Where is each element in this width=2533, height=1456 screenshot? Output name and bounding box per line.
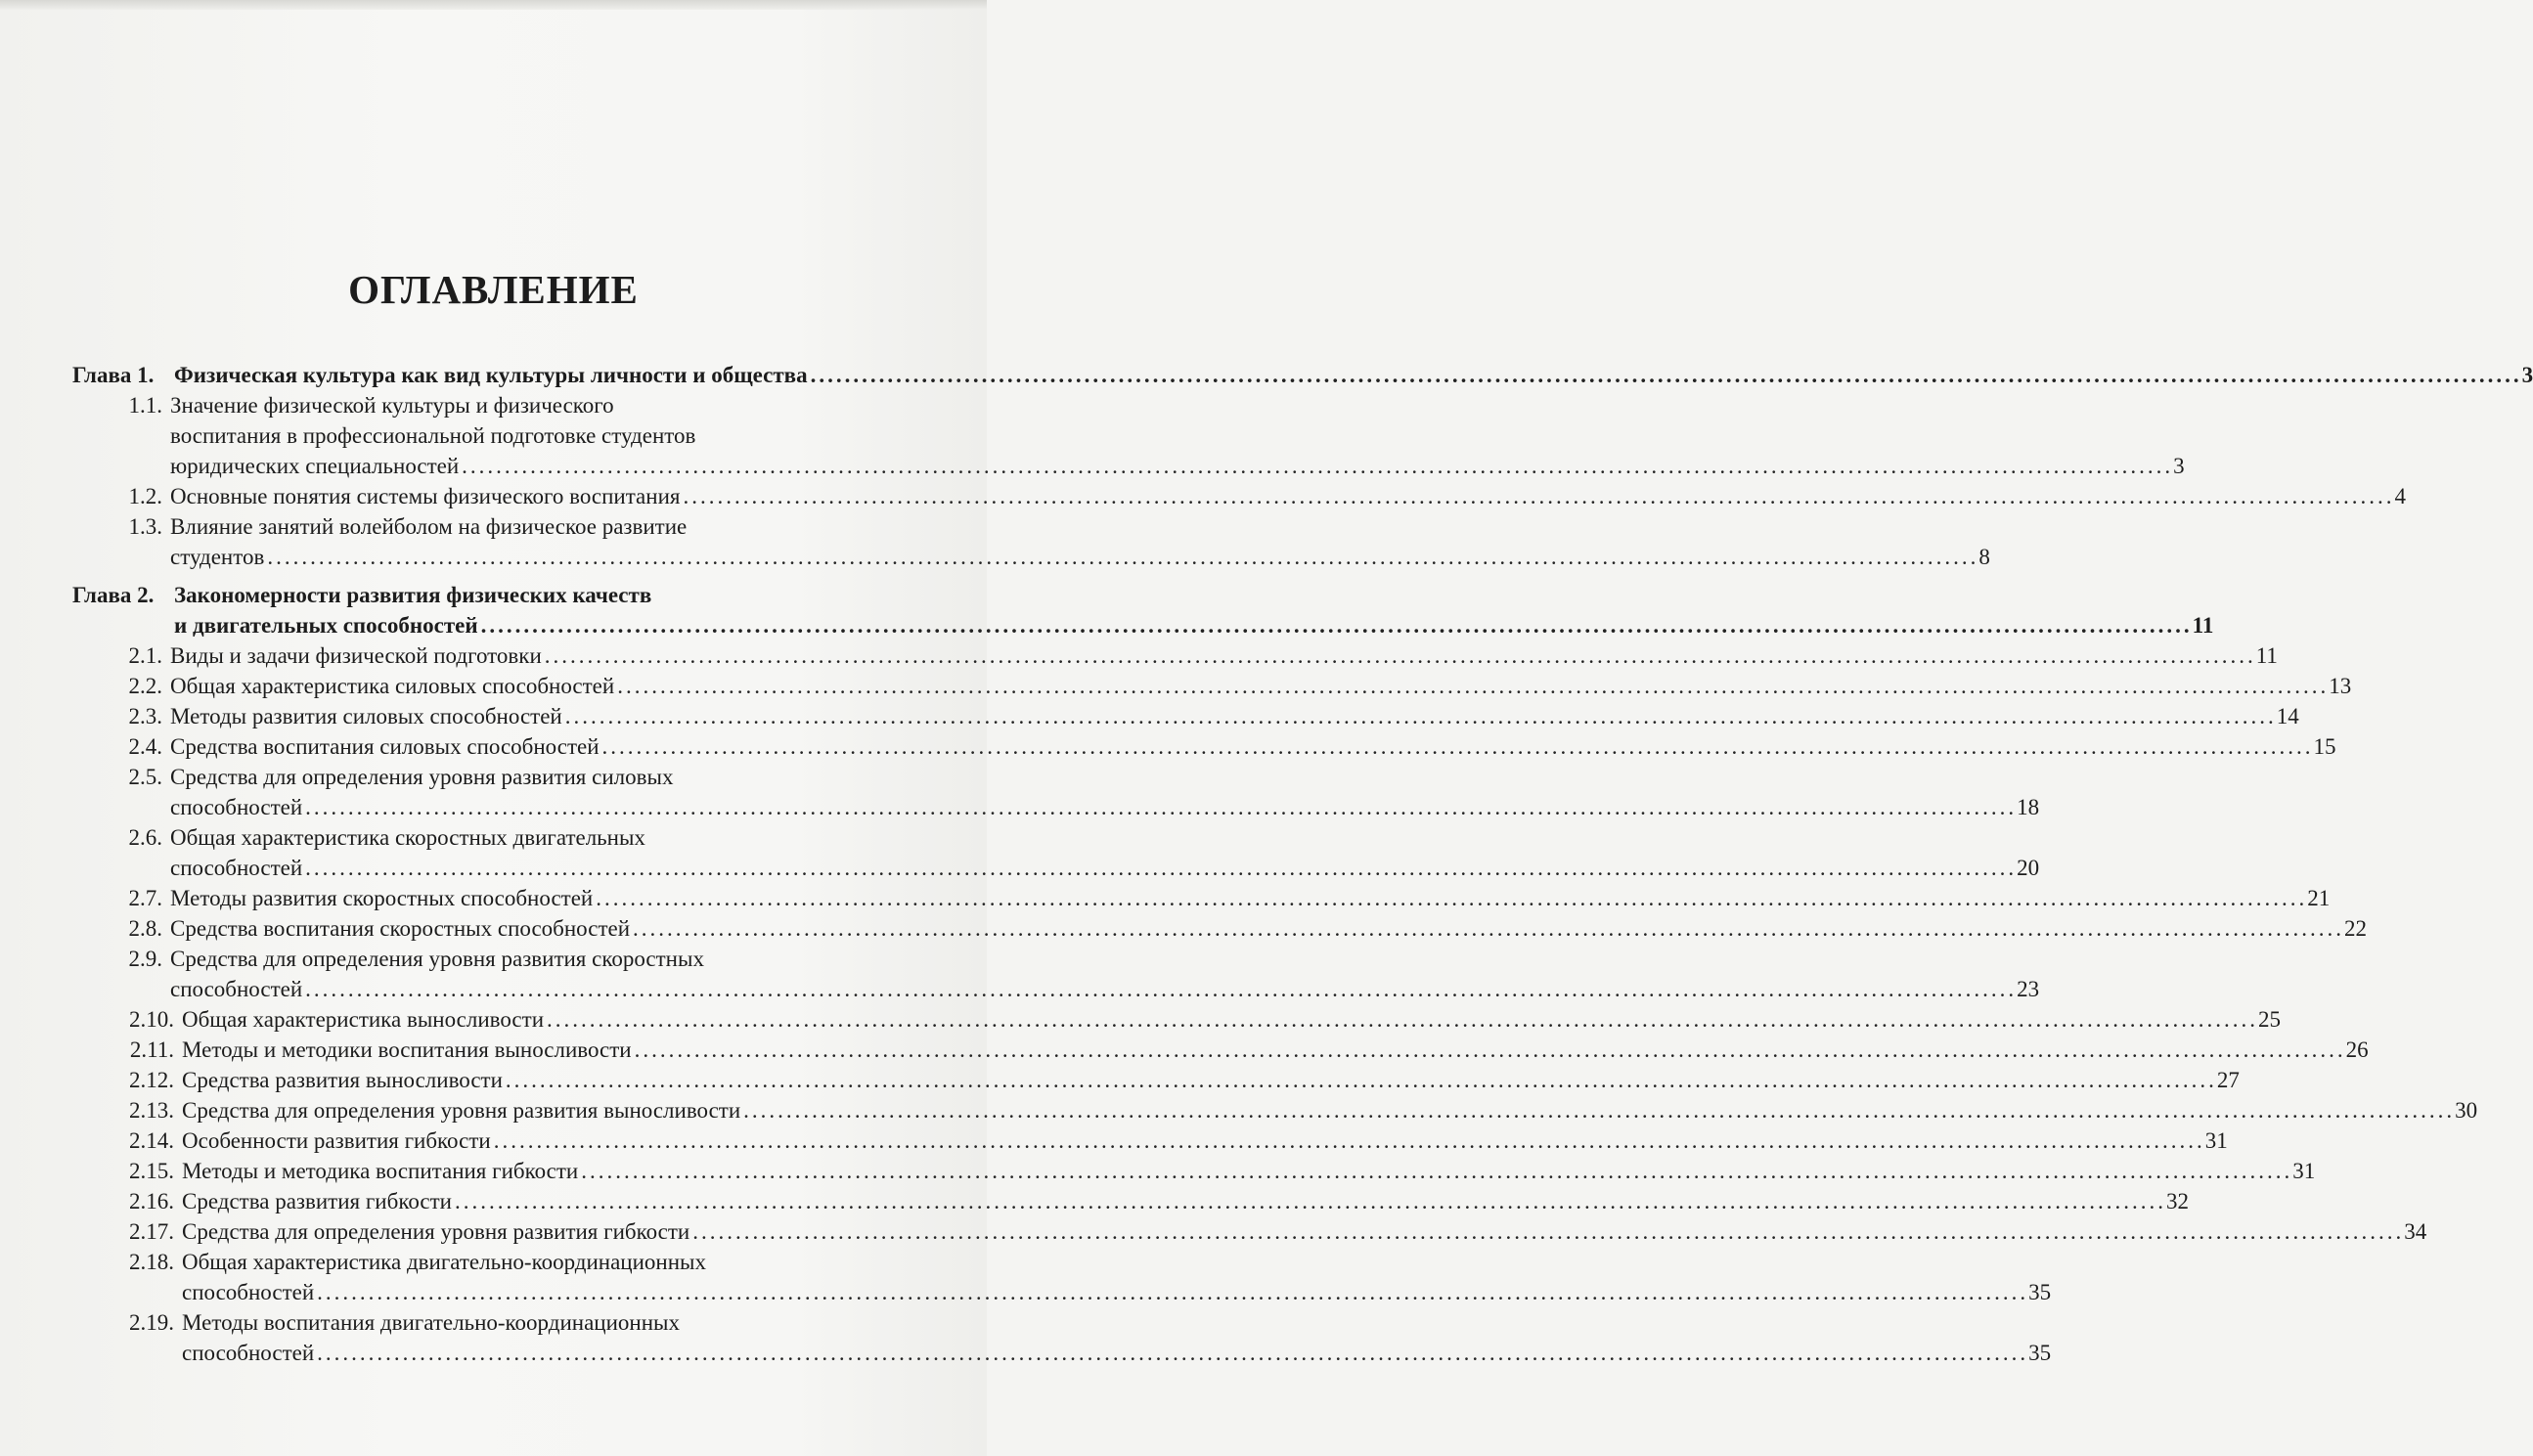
toc-entry-title bbox=[182, 1186, 2189, 1216]
toc-entry-title bbox=[170, 731, 2336, 762]
toc-entry-number: 2.2. bbox=[128, 674, 162, 698]
toc-section-entry[interactable] bbox=[72, 640, 2278, 671]
toc-entry-title bbox=[182, 1125, 2228, 1156]
toc-entry-title bbox=[182, 1035, 2369, 1065]
toc-entry-title bbox=[182, 1095, 2478, 1125]
dot-leader: ........................................................................................................................................................................................................ bbox=[633, 916, 2345, 941]
toc-page-number: 27 bbox=[2216, 1068, 2240, 1092]
page-title: ОГЛАВЛЕНИЕ bbox=[348, 267, 639, 312]
toc-entry-line: Методы развития скоростных способностей bbox=[170, 886, 594, 910]
toc-entry-number: 2.6. bbox=[128, 825, 162, 850]
toc-page-number: 11 bbox=[2192, 613, 2214, 638]
toc-section-entry[interactable] bbox=[72, 883, 2331, 913]
toc-entry-line: Физическая культура как вид культуры личности и общества bbox=[174, 363, 808, 387]
toc-section-entry[interactable] bbox=[72, 671, 2352, 701]
toc-page-number: 34 bbox=[2404, 1219, 2427, 1244]
toc-entry-line: способностей bbox=[182, 1341, 315, 1365]
toc-entry-title bbox=[182, 1065, 2240, 1095]
toc-entry-title bbox=[170, 511, 1990, 572]
toc-page-number: 32 bbox=[2165, 1189, 2189, 1213]
toc-entry-line: Средства развития гибкости bbox=[182, 1189, 452, 1213]
toc-entry-title bbox=[170, 944, 2040, 1004]
toc-entry-title bbox=[170, 762, 2040, 822]
toc-entry-number: 2.19. bbox=[129, 1310, 174, 1335]
toc-section-entry[interactable] bbox=[72, 731, 2336, 762]
toc-entry-line: Методы и методики воспитания выносливости bbox=[182, 1037, 632, 1062]
dot-leader: ........................................................................................................................................................................................................ bbox=[544, 643, 2256, 668]
toc-entry-title bbox=[182, 1156, 2316, 1186]
dot-leader: ........................................................................................................................................................................................................ bbox=[564, 704, 2277, 728]
toc-entry-title bbox=[170, 390, 2185, 481]
toc-entry-line: Значение физической культуры и физического bbox=[170, 393, 614, 418]
dot-leader: ........................................................................................................................................................................................................ bbox=[601, 734, 2314, 759]
toc-section-entry[interactable] bbox=[72, 1035, 2369, 1065]
toc-entry-line: и двигательных способностей bbox=[174, 613, 478, 638]
toc-section-entry[interactable] bbox=[72, 822, 2040, 883]
dot-leader: ........................................................................................................................................................................................................ bbox=[493, 1128, 2205, 1153]
toc-section-entry[interactable] bbox=[72, 1125, 2228, 1156]
toc-entry-number: 2.13. bbox=[129, 1098, 174, 1123]
toc-page-number: 35 bbox=[2028, 1280, 2052, 1304]
toc-entry-number: 1.2. bbox=[128, 484, 162, 508]
toc-entry-number: 2.4. bbox=[128, 734, 162, 759]
toc-section-entry[interactable] bbox=[72, 481, 2406, 511]
toc-entry-title bbox=[182, 1004, 2281, 1035]
toc-entry-title bbox=[174, 360, 2533, 390]
toc-entry-number: 2.7. bbox=[128, 886, 162, 910]
toc-section-entry[interactable] bbox=[72, 1307, 2052, 1368]
toc-entry-line: способностей bbox=[170, 795, 303, 819]
toc-entry-number: 2.12. bbox=[129, 1068, 174, 1092]
toc-entry-line: Общая характеристика выносливости bbox=[182, 1007, 544, 1032]
dot-leader: ........................................................................................................................................................................................................ bbox=[317, 1341, 2029, 1365]
dot-leader: ........................................................................................................................................................................................................ bbox=[480, 613, 2193, 638]
table-of-contents bbox=[72, 360, 2533, 1368]
dot-leader: ........................................................................................................................................................................................................ bbox=[317, 1280, 2029, 1304]
dot-leader: ........................................................................................................................................................................................................ bbox=[305, 795, 2018, 819]
toc-entry-line: Методы развития силовых способностей bbox=[170, 704, 562, 728]
toc-entry-number: Глава 2. bbox=[72, 583, 155, 607]
toc-entry-number: 2.3. bbox=[128, 704, 162, 728]
dot-leader: ........................................................................................................................................................................................................ bbox=[305, 856, 2018, 880]
toc-entry-line: Основные понятия системы физического воспитания bbox=[170, 484, 681, 508]
toc-entry-number: 1.3. bbox=[128, 514, 162, 539]
toc-page-number: 3 bbox=[2521, 363, 2533, 387]
toc-entry-line: Особенности развития гибкости bbox=[182, 1128, 491, 1153]
toc-entry-number: Глава 1. bbox=[72, 363, 155, 387]
toc-page-number: 13 bbox=[2329, 674, 2352, 698]
toc-entry-line: способностей bbox=[182, 1280, 315, 1304]
toc-entry-line: Методы воспитания двигательно-координационных bbox=[182, 1310, 680, 1335]
toc-entry-line: Виды и задачи физической подготовки bbox=[170, 643, 542, 668]
dot-leader: ........................................................................................................................................................................................................ bbox=[581, 1159, 2293, 1183]
dot-leader: ........................................................................................................................................................................................................ bbox=[305, 977, 2018, 1001]
toc-entry-line: Средства воспитания скоростных способностей bbox=[170, 916, 631, 941]
toc-page-number: 21 bbox=[2307, 886, 2331, 910]
toc-entry-number: 2.14. bbox=[129, 1128, 174, 1153]
dot-leader: ........................................................................................................................................................................................................ bbox=[743, 1098, 2456, 1123]
toc-entry-title bbox=[170, 701, 2299, 731]
toc-entry-line: Средства развития выносливости bbox=[182, 1068, 503, 1092]
toc-page-number: 31 bbox=[2204, 1128, 2228, 1153]
toc-entry-title bbox=[170, 883, 2331, 913]
toc-entry-line: воспитания в профессиональной подготовке студентов bbox=[170, 423, 696, 448]
dot-leader: ........................................................................................................................................................................................................ bbox=[617, 674, 2330, 698]
toc-entry-line: юридических специальностей bbox=[170, 454, 460, 478]
toc-section-entry[interactable] bbox=[72, 1065, 2240, 1095]
toc-entry-title bbox=[182, 1247, 2052, 1307]
toc-entry-title bbox=[182, 1307, 2052, 1368]
toc-section-entry[interactable] bbox=[72, 1156, 2316, 1186]
toc-entry-title bbox=[182, 1216, 2427, 1247]
dot-leader: ........................................................................................................................................................................................................ bbox=[810, 363, 2522, 387]
toc-section-entry[interactable] bbox=[72, 1004, 2281, 1035]
toc-entry-title bbox=[170, 671, 2352, 701]
toc-entry-line: Влияние занятий волейболом на физическое развитие bbox=[170, 514, 688, 539]
toc-entry-number: 2.10. bbox=[129, 1007, 174, 1032]
toc-entry-number: 2.11. bbox=[129, 1037, 174, 1062]
toc-entry-line: Средства для определения уровня развития гибкости bbox=[182, 1219, 690, 1244]
dot-leader: ........................................................................................................................................................................................................ bbox=[267, 545, 1979, 569]
toc-entry-line: Общая характеристика двигательно-координационных bbox=[182, 1250, 706, 1274]
dot-leader: ........................................................................................................................................................................................................ bbox=[505, 1068, 2217, 1092]
dot-leader: ........................................................................................................................................................................................................ bbox=[462, 454, 2174, 478]
toc-entry-line: Общая характеристика скоростных двигательных bbox=[170, 825, 645, 850]
toc-entry-title bbox=[170, 913, 2368, 944]
toc-entry-number: 2.18. bbox=[129, 1250, 174, 1274]
toc-entry-line: способностей bbox=[170, 856, 303, 880]
toc-entry-line: Средства для определения уровня развития выносливости bbox=[182, 1098, 741, 1123]
toc-page-number: 25 bbox=[2258, 1007, 2281, 1032]
toc-chapter-entry[interactable] bbox=[72, 360, 2533, 390]
toc-entry-title bbox=[170, 640, 2278, 671]
toc-entry-line: Закономерности развития физических качеств bbox=[174, 583, 652, 607]
toc-entry-number: 2.8. bbox=[128, 916, 162, 941]
toc-section-entry[interactable] bbox=[72, 944, 2040, 1004]
toc-entry-number: 2.16. bbox=[129, 1189, 174, 1213]
toc-entry-number: 1.1. bbox=[128, 393, 162, 418]
toc-page-number: 3 bbox=[2173, 454, 2185, 478]
toc-entry-number: 2.5. bbox=[128, 765, 162, 789]
toc-entry-line: студентов bbox=[170, 545, 265, 569]
dot-leader: ........................................................................................................................................................................................................ bbox=[634, 1037, 2346, 1062]
toc-page-number: 8 bbox=[1978, 545, 1990, 569]
toc-page-number: 22 bbox=[2344, 916, 2368, 941]
toc-entry-line: Средства для определения уровня развития силовых bbox=[170, 765, 674, 789]
toc-entry-line: Средства для определения уровня развития скоростных bbox=[170, 947, 704, 971]
toc-section-entry[interactable] bbox=[72, 1095, 2478, 1125]
toc-page-number: 18 bbox=[2017, 795, 2040, 819]
toc-section-entry[interactable] bbox=[72, 511, 1990, 572]
dot-leader: ........................................................................................................................................................................................................ bbox=[547, 1007, 2258, 1032]
toc-entry-line: Общая характеристика силовых способностей bbox=[170, 674, 615, 698]
toc-section-entry[interactable] bbox=[72, 390, 2185, 481]
dot-leader: ........................................................................................................................................................................................................ bbox=[454, 1189, 2166, 1213]
toc-page-number: 26 bbox=[2345, 1037, 2369, 1062]
page-top-edge bbox=[0, 0, 987, 10]
toc-entry-line: способностей bbox=[170, 977, 303, 1001]
toc-section-entry[interactable] bbox=[72, 913, 2368, 944]
toc-page-number: 14 bbox=[2276, 704, 2299, 728]
dot-leader: ........................................................................................................................................................................................................ bbox=[596, 886, 2308, 910]
toc-chapter-entry[interactable] bbox=[72, 580, 2214, 640]
toc-entry-line: Средства воспитания силовых способностей bbox=[170, 734, 600, 759]
toc-entry-title bbox=[170, 822, 2040, 883]
dot-leader: ........................................................................................................................................................................................................ bbox=[683, 484, 2395, 508]
toc-section-entry[interactable] bbox=[72, 1247, 2052, 1307]
toc-section-entry[interactable] bbox=[72, 1186, 2189, 1216]
toc-section-entry[interactable] bbox=[72, 1216, 2427, 1247]
toc-entry-title bbox=[170, 481, 2406, 511]
toc-entry-number: 2.15. bbox=[129, 1159, 174, 1183]
toc-entry-line: Методы и методика воспитания гибкости bbox=[182, 1159, 579, 1183]
toc-page-number: 11 bbox=[2255, 643, 2278, 668]
toc-section-entry[interactable] bbox=[72, 762, 2040, 822]
toc-page-number: 31 bbox=[2292, 1159, 2316, 1183]
toc-entry-number: 2.17. bbox=[129, 1219, 174, 1244]
dot-leader: ........................................................................................................................................................................................................ bbox=[692, 1219, 2405, 1244]
toc-page-number: 15 bbox=[2313, 734, 2336, 759]
toc-page-number: 20 bbox=[2017, 856, 2040, 880]
toc-entry-title bbox=[174, 580, 2214, 640]
toc-entry-number: 2.9. bbox=[128, 947, 162, 971]
toc-page-number: 4 bbox=[2394, 484, 2406, 508]
toc-entry-number: 2.1. bbox=[128, 643, 162, 668]
toc-page-number: 30 bbox=[2455, 1098, 2478, 1123]
toc-page-number: 23 bbox=[2017, 977, 2040, 1001]
toc-section-entry[interactable] bbox=[72, 701, 2299, 731]
toc-page-number: 35 bbox=[2028, 1341, 2052, 1365]
